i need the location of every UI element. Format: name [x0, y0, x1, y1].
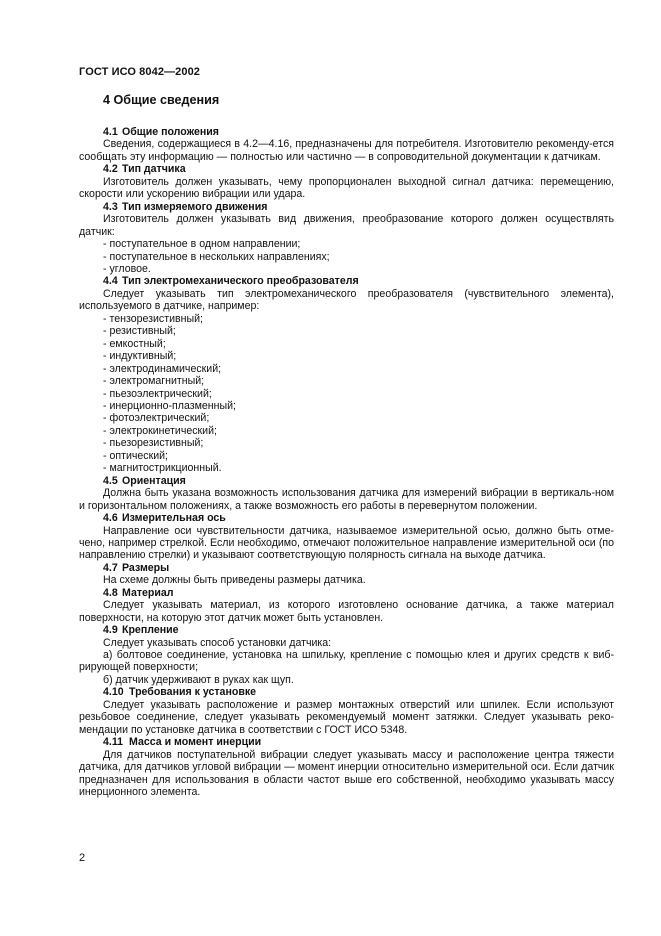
subsection-number: 4.2	[103, 163, 118, 176]
paragraph: Следует указывать способ установки датчика:	[103, 636, 332, 649]
subsection-title: Крепление	[122, 624, 179, 637]
paragraph: На схеме должны быть приведены размеры датчика.	[103, 574, 366, 587]
subsection-number: 4.4	[103, 275, 118, 288]
list-item: - электродинамический;	[103, 363, 614, 375]
paragraph: Изготовитель должен указывать, чему пропорционален выходной сигнал датчика: перемещению, скорости или ускорению вибрации или удара.	[79, 175, 614, 201]
list-item: - оптический;	[103, 450, 614, 462]
subsection-number: 4.9	[103, 624, 118, 637]
subsection-title: Тип датчика	[122, 163, 186, 176]
subsection-heading	[103, 163, 614, 175]
subsection-title: Тип электромеханического преобразователя	[122, 275, 359, 288]
subsection-heading	[103, 512, 614, 524]
subsection-heading	[103, 587, 614, 599]
subsection-number: 4.3	[103, 200, 118, 213]
subsection-heading	[103, 624, 614, 636]
subsection-title: Тип измеряемого движения	[122, 200, 268, 213]
subsection-title: Масса и момент инерции	[129, 736, 262, 749]
list-item: - поступательное в одном направлении;	[103, 238, 614, 250]
bullet-list	[79, 313, 614, 475]
list-item: - индуктивный;	[103, 350, 614, 362]
list-item: - фотоэлектрический;	[103, 412, 614, 424]
paragraph: Следует указывать материал, из которого изготовлено основание датчика, а также материал поверхности, на которую этот датчик может быть установлен.	[79, 599, 614, 624]
paragraph: а) болтовое соединение, установка на шпильку, крепление с помощью клея и других средств к виб-рирующей поверхности;	[79, 649, 614, 674]
paragraph: Для датчиков поступательной вибрации следует указывать массу и расположение центра тяжести датчика, для датчиков угловой вибрации — момент инерции относительно измерительной оси. Если датчик предназначен для использования в области частот выше его собственной, необходимо указывать массу инерционного элемента.	[79, 748, 614, 799]
subsection-number: 4.8	[103, 586, 118, 599]
subsection-heading	[103, 475, 614, 487]
page-number: 2	[79, 852, 86, 864]
subsection-number: 4.10	[103, 686, 124, 699]
subsection-number: 4.7	[103, 561, 118, 574]
subsection-number: 4.5	[103, 474, 118, 487]
paragraph: Следует указывать тип электромеханического преобразователя (чувствительного элемента), используемого в датчике, например:	[79, 287, 614, 313]
subsection-title: Размеры	[122, 561, 170, 574]
list-item: - резистивный;	[103, 325, 614, 337]
list-item: - тензорезистивный;	[103, 313, 614, 325]
list-item: - пьезоэлектрический;	[103, 388, 614, 400]
subsection-title: Общие положения	[122, 126, 219, 138]
subsection-heading	[103, 201, 614, 213]
subsection-number: 4.1	[103, 126, 118, 138]
subsection-number: 4.11	[103, 736, 124, 749]
list-item: - инерционно-плазменный;	[103, 400, 614, 412]
subsection-title: Измерительная ось	[122, 512, 226, 525]
bullet-list	[79, 238, 614, 275]
paragraph: Сведения, содержащиеся в 4.2—4.16, предназначены для потребителя. Изготовителю рекоменду-ется сообщать эту информацию — полностью или частично — в сопроводительной документации к датчикам.	[79, 138, 614, 163]
subsection-title: Требования к установке	[129, 686, 257, 699]
paragraph: Изготовитель должен указывать вид движения, преобразование которого должен осуществлять датчик:	[79, 213, 614, 238]
subsection-heading	[103, 562, 614, 574]
subsection-heading	[103, 126, 614, 138]
subsection-heading	[103, 736, 614, 748]
list-item: - угловое.	[103, 263, 614, 275]
subsections	[79, 126, 614, 798]
subsection-heading	[103, 686, 614, 698]
list-item: - поступательное в нескольких направлениях;	[103, 251, 614, 263]
paragraph: Направление оси чувствительности датчика, называемое измерительной осью, должно быть отме-чено, например стрелкой. Если необходимо, отмечают положительное направление измерительной оси (по направлению стрелки) и указывают соответствующую полярность сигнала на выходе датчика.	[79, 524, 614, 562]
subsection-number: 4.6	[103, 512, 118, 525]
list-item: - пьезорезистивный;	[103, 437, 614, 449]
list-item: - электромагнитный;	[103, 375, 614, 387]
subsection-title: Материал	[122, 586, 174, 599]
list-item: - емкостный;	[103, 338, 614, 350]
list-item: - магнитострикционный.	[103, 462, 614, 474]
subsection-title: Ориентация	[122, 474, 186, 487]
paragraph: Следует указывать расположение и размер монтажных отверстий или шпилек. Если используют резьбовое соединение, следует указывать рекомендуемый момент затяжки. Следует указывать реко-мендации по установке датчика в соответствии с ГОСТ ИСО 5348.	[79, 698, 614, 736]
paragraph: Должна быть указана возможность использования датчика для измерений вибрации в вертикаль-ном и горизонтальном положениях, а также возможность его работы в перевернутом положении.	[79, 487, 614, 512]
document-header: ГОСТ ИСО 8042—2002	[79, 66, 201, 78]
section-title: 4 Общие сведения	[103, 93, 220, 107]
paragraph: б) датчик удерживают в руках как щуп.	[103, 673, 294, 686]
document-body	[79, 93, 614, 798]
subsection-heading	[103, 275, 614, 287]
list-item: - электрокинетический;	[103, 425, 614, 437]
